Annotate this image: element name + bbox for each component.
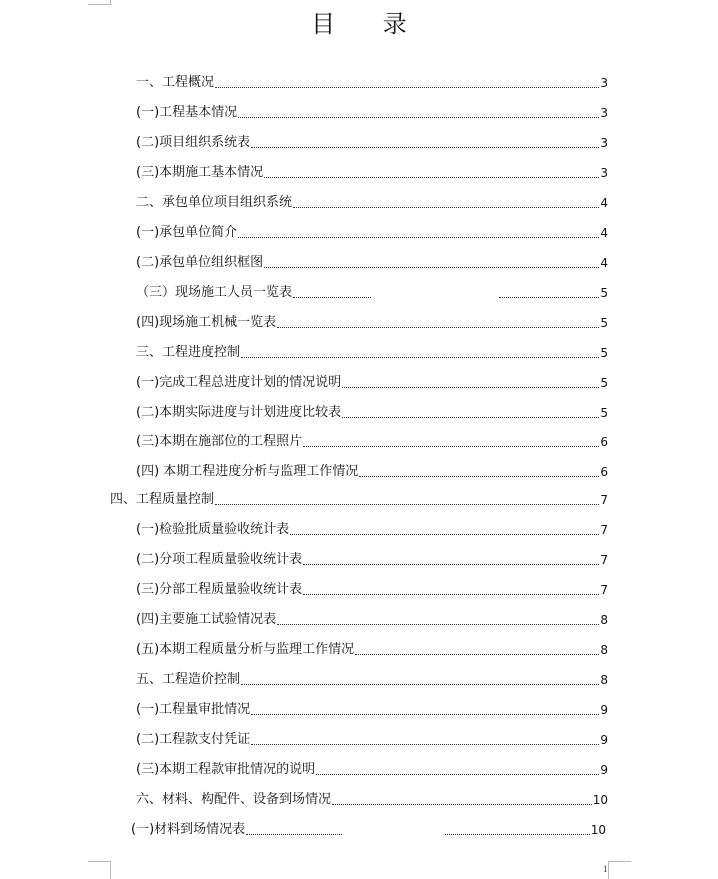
dot-leader <box>293 296 599 298</box>
dot-leader <box>355 654 599 655</box>
toc-entry[interactable] <box>136 790 608 810</box>
toc-entry-page: 8 <box>600 643 608 657</box>
toc-entry-label: (二)本期实际进度与计划进度比较表 <box>136 405 342 420</box>
toc-entry-label: 六、材料、构配件、设备到场情况 <box>136 792 332 807</box>
dot-leader <box>277 624 599 625</box>
toc-entry-page: 3 <box>600 76 608 90</box>
toc-entry-page: 5 <box>600 346 608 360</box>
dot-leader <box>241 684 599 685</box>
toc-entry-label: (二)工程款支付凭证 <box>136 732 251 747</box>
toc-entry[interactable] <box>136 163 608 183</box>
dot-leader <box>303 446 599 447</box>
toc-entry[interactable] <box>131 820 606 840</box>
toc-entry-label: (三)本期在施部位的工程照片 <box>136 434 303 449</box>
toc-entry[interactable] <box>136 343 608 363</box>
page-number: 1 <box>603 864 608 874</box>
toc-entry-label: （三）现场施工人员一览表 <box>136 285 293 300</box>
toc-entry[interactable] <box>136 610 608 630</box>
toc-entry-page: 5 <box>600 286 608 300</box>
toc-entry-label: (一)工程基本情况 <box>136 105 238 120</box>
dot-leader <box>303 594 599 595</box>
toc-entry-label: 二、承包单位项目组织系统 <box>136 195 293 210</box>
toc-entry-page: 5 <box>600 316 608 330</box>
toc-entry[interactable] <box>136 403 608 423</box>
toc-entry-label: 四、工程质量控制 <box>110 492 215 507</box>
dot-leader <box>264 177 599 178</box>
toc-entry-page: 8 <box>600 673 608 687</box>
dot-leader <box>316 774 599 775</box>
toc-entry-page: 6 <box>600 465 608 479</box>
toc-entry[interactable] <box>136 640 608 660</box>
toc-entry-page: 7 <box>600 523 608 537</box>
dot-leader <box>241 357 599 358</box>
dot-leader <box>290 534 599 535</box>
toc-entry-page: 5 <box>600 406 608 420</box>
toc-entry-page: 4 <box>600 196 608 210</box>
toc-entry[interactable] <box>136 550 608 570</box>
dot-leader <box>246 833 590 835</box>
dot-leader <box>342 387 599 388</box>
dot-leader <box>215 504 599 505</box>
dot-leader <box>264 267 599 268</box>
toc-entry-label: (二)承包单位组织框图 <box>136 255 264 270</box>
toc-entry[interactable] <box>136 432 608 452</box>
toc-entry-page: 3 <box>600 106 608 120</box>
toc-entry-label: (三)分部工程质量验收统计表 <box>136 582 303 597</box>
dot-leader <box>238 117 599 118</box>
toc-entry-page: 7 <box>600 493 608 507</box>
toc-entry-page: 10 <box>590 823 606 837</box>
toc-entry-page: 6 <box>600 435 608 449</box>
toc-entry-label: (四)主要施工试验情况表 <box>136 612 277 627</box>
toc-entry-page: 3 <box>600 136 608 150</box>
toc-entry-label: (一)工程量审批情况 <box>136 702 251 717</box>
toc-entry[interactable] <box>136 103 608 123</box>
dot-leader <box>251 744 599 745</box>
toc-entry-label: (五)本期工程质量分析与监理工作情况 <box>136 642 355 657</box>
toc-entry[interactable] <box>136 73 608 93</box>
dot-leader <box>251 147 599 148</box>
toc-entry[interactable] <box>110 490 608 510</box>
dot-leader <box>277 327 599 328</box>
toc-entry-page: 7 <box>600 553 608 567</box>
toc-entry-label: (四)现场施工机械一览表 <box>136 315 277 330</box>
toc-entry-page: 9 <box>600 733 608 747</box>
toc-entry-label: (四) 本期工程进度分析与监理工作情况 <box>136 464 359 479</box>
toc-entry-page: 9 <box>600 763 608 777</box>
toc-entry-label: (一)承包单位简介 <box>136 225 238 240</box>
toc-entry-page: 10 <box>592 793 608 807</box>
toc-entry-label: (三)本期工程款审批情况的说明 <box>136 762 316 777</box>
toc-entry[interactable] <box>136 670 608 690</box>
toc-entry[interactable] <box>136 253 608 273</box>
dot-leader <box>215 87 599 88</box>
toc-entry-page: 4 <box>600 256 608 270</box>
dot-leader <box>251 714 599 715</box>
toc-entry[interactable] <box>136 193 608 213</box>
toc-entry[interactable] <box>136 462 608 482</box>
page-title: 目 录 <box>311 10 427 38</box>
toc-entry[interactable] <box>136 760 608 780</box>
toc-entry[interactable] <box>136 730 608 750</box>
dot-leader <box>332 804 592 805</box>
toc-entry-label: 一、工程概况 <box>136 75 215 90</box>
toc-entry[interactable] <box>136 700 608 720</box>
toc-entry-page: 8 <box>600 613 608 627</box>
toc-entry-page: 9 <box>600 703 608 717</box>
dot-leader <box>342 417 599 418</box>
toc-entry[interactable] <box>136 520 608 540</box>
toc-entry-label: (三)本期施工基本情况 <box>136 165 264 180</box>
toc-entry[interactable] <box>136 373 608 393</box>
toc-entry-label: (一)检验批质量验收统计表 <box>136 522 290 537</box>
toc-entry-page: 5 <box>600 376 608 390</box>
toc-entry[interactable] <box>136 223 608 243</box>
toc-entry-label: (二)分项工程质量验收统计表 <box>136 552 303 567</box>
toc-entry[interactable] <box>136 580 608 600</box>
toc-entry[interactable] <box>136 283 608 303</box>
toc-entry-label: (一)材料到场情况表 <box>131 822 246 837</box>
toc-entry[interactable] <box>136 313 608 333</box>
dot-leader <box>293 207 599 208</box>
dot-leader <box>359 476 599 477</box>
toc-entry-label: 三、工程进度控制 <box>136 345 241 360</box>
toc-entry[interactable] <box>136 133 608 153</box>
toc-entry-page: 7 <box>600 583 608 597</box>
dot-leader <box>303 564 599 565</box>
toc-entry-page: 3 <box>600 166 608 180</box>
dot-leader <box>238 237 599 238</box>
toc-entry-label: 五、工程造价控制 <box>136 672 241 687</box>
toc-entry-label: (一)完成工程总进度计划的情况说明 <box>136 375 342 390</box>
toc-entry-page: 4 <box>600 226 608 240</box>
toc-entry-label: (二)项目组织系统表 <box>136 135 251 150</box>
